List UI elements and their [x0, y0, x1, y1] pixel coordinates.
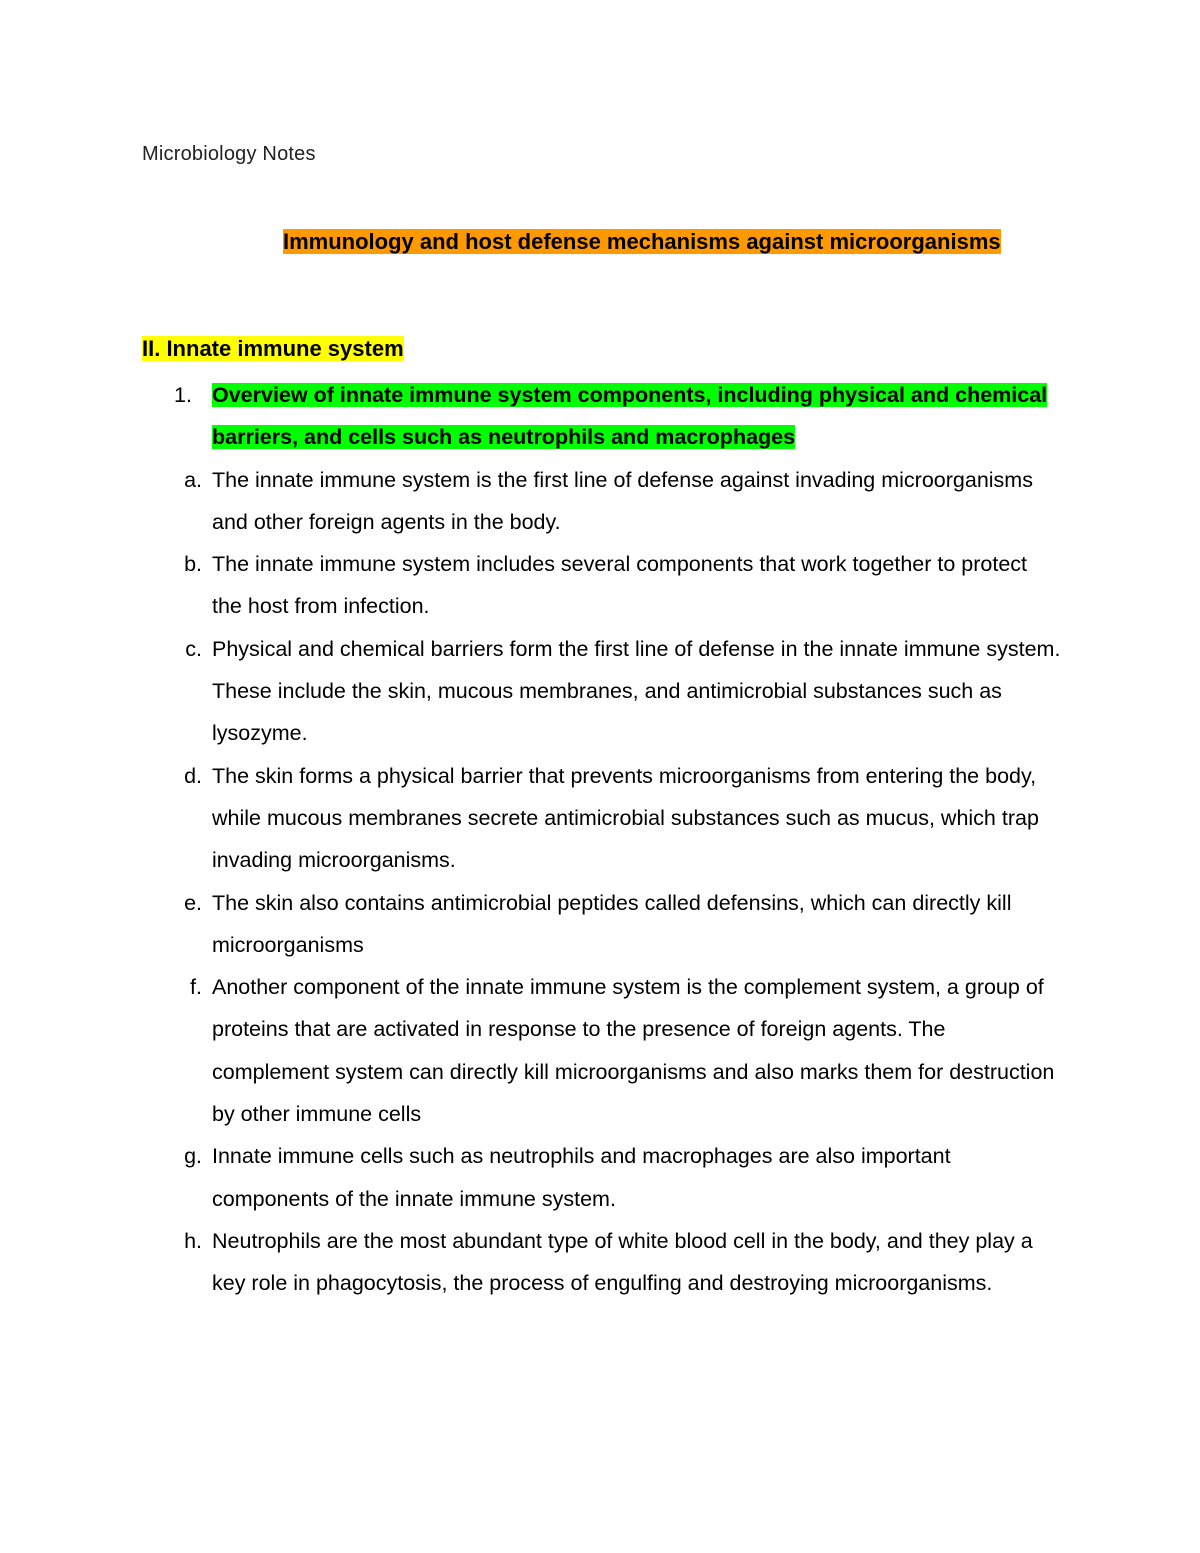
sub-point-h	[184, 1220, 1062, 1305]
document-label: Microbiology Notes	[142, 143, 316, 165]
item-title	[212, 374, 1062, 459]
item-number: 1.	[174, 383, 192, 407]
sub-point-g	[184, 1135, 1062, 1220]
sub-point-letter: d.	[184, 763, 202, 788]
sub-point-text: The skin also contains antimicrobial peptides called defensins, which can directly kill microorganisms	[212, 890, 1012, 957]
sub-point-letter: f.	[190, 975, 202, 1000]
title-highlight: Immunology and host defense mechanisms against microorganisms	[283, 229, 1001, 254]
sub-point-text: The innate immune system includes several components that work together to protect the host from infection.	[212, 552, 1028, 619]
sub-point-letter: e.	[184, 890, 202, 915]
sub-point-letter: g.	[184, 1144, 202, 1169]
sub-point-b	[184, 543, 1062, 628]
sub-point-e	[184, 882, 1062, 967]
sub-point-text: The innate immune system is the first line of defense against invading microorganisms and other foreign agents in the body.	[212, 467, 1033, 534]
sub-point-letter: b.	[184, 552, 202, 577]
sub-point-text: Innate immune cells such as neutrophils and macrophages are also important components of the innate immune system.	[212, 1144, 951, 1211]
sub-point-list	[184, 459, 1062, 1305]
item-title-highlight: Overview of innate immune system components, including physical and chemical barriers, and cells such as neutrophils and macrophages	[212, 383, 1048, 450]
section-heading-text: II. Innate immune system	[142, 336, 404, 361]
sub-point-c	[185, 628, 1062, 755]
sub-point-a	[184, 459, 1062, 544]
sub-point-d	[184, 755, 1062, 882]
sub-point-letter: c.	[185, 636, 202, 661]
sub-point-f	[190, 966, 1062, 1135]
sub-point-text: Neutrophils are the most abundant type of white blood cell in the body, and they play a key role in phagocytosis, the process of engulfing and destroying microorganisms.	[212, 1228, 1033, 1296]
outline-item-1	[142, 374, 1062, 1305]
sub-point-letter: a.	[184, 467, 202, 492]
sub-point-letter: h.	[184, 1228, 202, 1253]
outline-list	[142, 374, 1062, 1305]
sub-point-text: Another component of the innate immune system is the complement system, a group of proteins that are activated in response to the presence of foreign agents. The complement system can directly kill microorganisms and also marks them for destruction by other immune cells	[212, 975, 1055, 1127]
sub-point-text: The skin forms a physical barrier that prevents microorganisms from entering the body, while mucous membranes secrete antimicrobial substances such as mucus, which trap invading microorganisms.	[212, 763, 1039, 873]
section-heading	[142, 332, 404, 366]
sub-point-text: Physical and chemical barriers form the first line of defense in the innate immune system. These include the skin, mucous membranes, and antimicrobial substances such as lysozyme.	[212, 636, 1061, 746]
page-title	[142, 224, 1042, 260]
